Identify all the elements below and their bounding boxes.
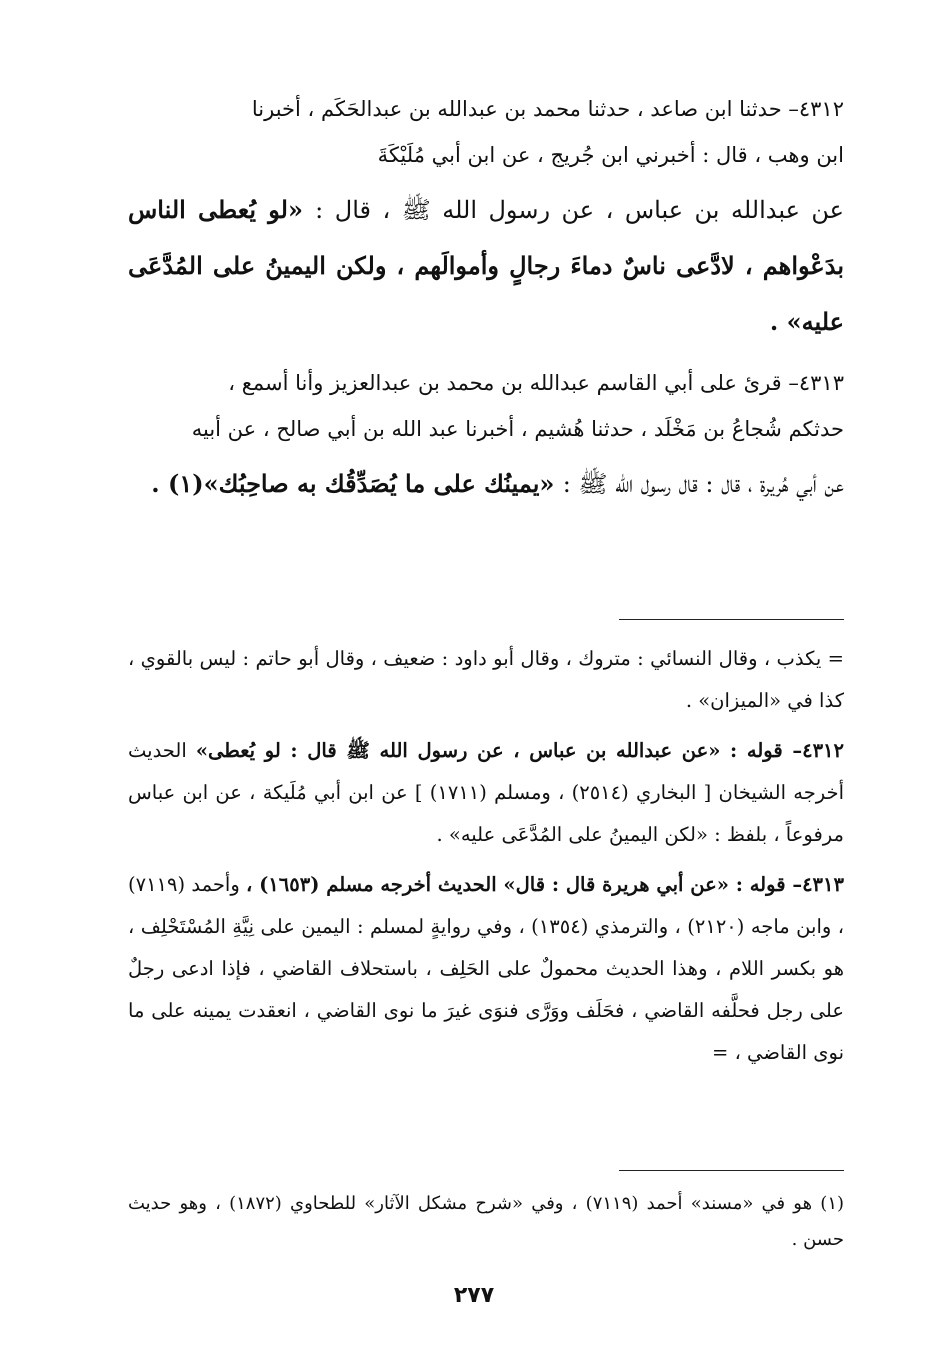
footnote bbox=[128, 1186, 844, 1258]
page-number: ٢٧٧ bbox=[453, 1283, 495, 1308]
hadith-4313 bbox=[128, 360, 844, 512]
page-body bbox=[128, 86, 844, 512]
commentary-divider bbox=[619, 619, 844, 620]
note-4313 bbox=[128, 864, 844, 1074]
footnote-divider bbox=[619, 1170, 844, 1171]
commentary-section bbox=[128, 638, 844, 1074]
note-4312 bbox=[128, 730, 844, 856]
hadith-matn bbox=[128, 182, 844, 350]
matn-lead: عن عبدالله بن عباس ، عن رسول الله ﷺ ، قال : bbox=[315, 196, 845, 224]
matn-text: «يمينُك على ما يُصَدِّقُك به صاحِبُك»(١) . bbox=[151, 469, 555, 498]
hadith-isnad bbox=[128, 360, 844, 452]
isnad-line: حدثكم شُجاعُ بن مَخْلَد ، حدثنا هُشيم ، أخبرنا عبد الله بن أبي صالح ، عن أبيه bbox=[191, 417, 844, 441]
isnad-line: ابن وهب ، قال : أخبرني ابن جُريج ، عن ابن أبي مُلَيْكَةَ bbox=[377, 143, 844, 167]
isnad-line: ٤٣١٢– حدثنا ابن صاعد ، حدثنا محمد بن عبدالله بن عبدالحَكَم ، أخبرنا bbox=[251, 97, 844, 121]
note-body: الحديث أخرجه الشيخان [ البخاري (٢٥١٤) ، ومسلم (١٧١١) ] عن ابن أبي مُلَيكة ، عن ابن عباس مرفوعاً ، بلفظ : «لكن اليمينُ على المُدَّعَى عليه» . bbox=[128, 739, 844, 846]
hadith-4312 bbox=[128, 86, 844, 350]
matn-lead: عن أبي هُريرة ، قال : قال رسول الله ﷺ : bbox=[562, 470, 844, 498]
hadith-matn bbox=[128, 456, 844, 512]
note-body: وأحمد (٧١١٩) ، وابن ماجه (٢١٢٠) ، والترمذي (١٣٥٤) ، وفي روايةٍ لمسلم : اليمين على نِيَّةِ المُسْتَحْلِف ، هو بكسر اللام ، وهذا الحديث محمولٌ على الحَلِف ، باستحلاف القاضي ، فإذا ادعى رجلٌ على رجل فحلَّفه القاضي ، فحَلَف ووَرَّى فنوَى غيرَ ما نوى القاضي ، انعقدت يمينه على ما نوى القاضي ، = bbox=[128, 873, 845, 1064]
note-head: ٤٣١٣– قوله : «عن أبي هريرة قال : قال» الحديث أخرجه مسلم (١٦٥٣) ، bbox=[245, 873, 844, 896]
matn-text: «لو يُعطى الناس بدَعْواهم ، لادَّعى ناسٌ دماءَ رجالٍ وأموالَهم ، ولكن اليمينُ على المُدَّعَى عليه» . bbox=[128, 195, 844, 336]
continued-note: = يكذب ، وقال النسائي : متروك ، وقال أبو داود : ضعيف ، وقال أبو حاتم : ليس بالقوي ، كذا في «الميزان» . bbox=[128, 647, 844, 712]
note-head: ٤٣١٢– قوله : «عن عبدالله بن عباس ، عن رسول الله ﷺ قال : لو يُعطى» bbox=[195, 739, 844, 762]
hadith-isnad bbox=[128, 86, 844, 178]
footnote-text: (١) هو في «مسند» أحمد (٧١١٩) ، وفي «شرح مشكل الآثار» للطحاوي (١٨٧٢) ، وهو حديث حسن . bbox=[128, 1193, 845, 1250]
isnad-line: ٤٣١٣– قرئ على أبي القاسم عبدالله بن محمد بن عبدالعزيز وأنا أسمع ، bbox=[228, 371, 844, 395]
